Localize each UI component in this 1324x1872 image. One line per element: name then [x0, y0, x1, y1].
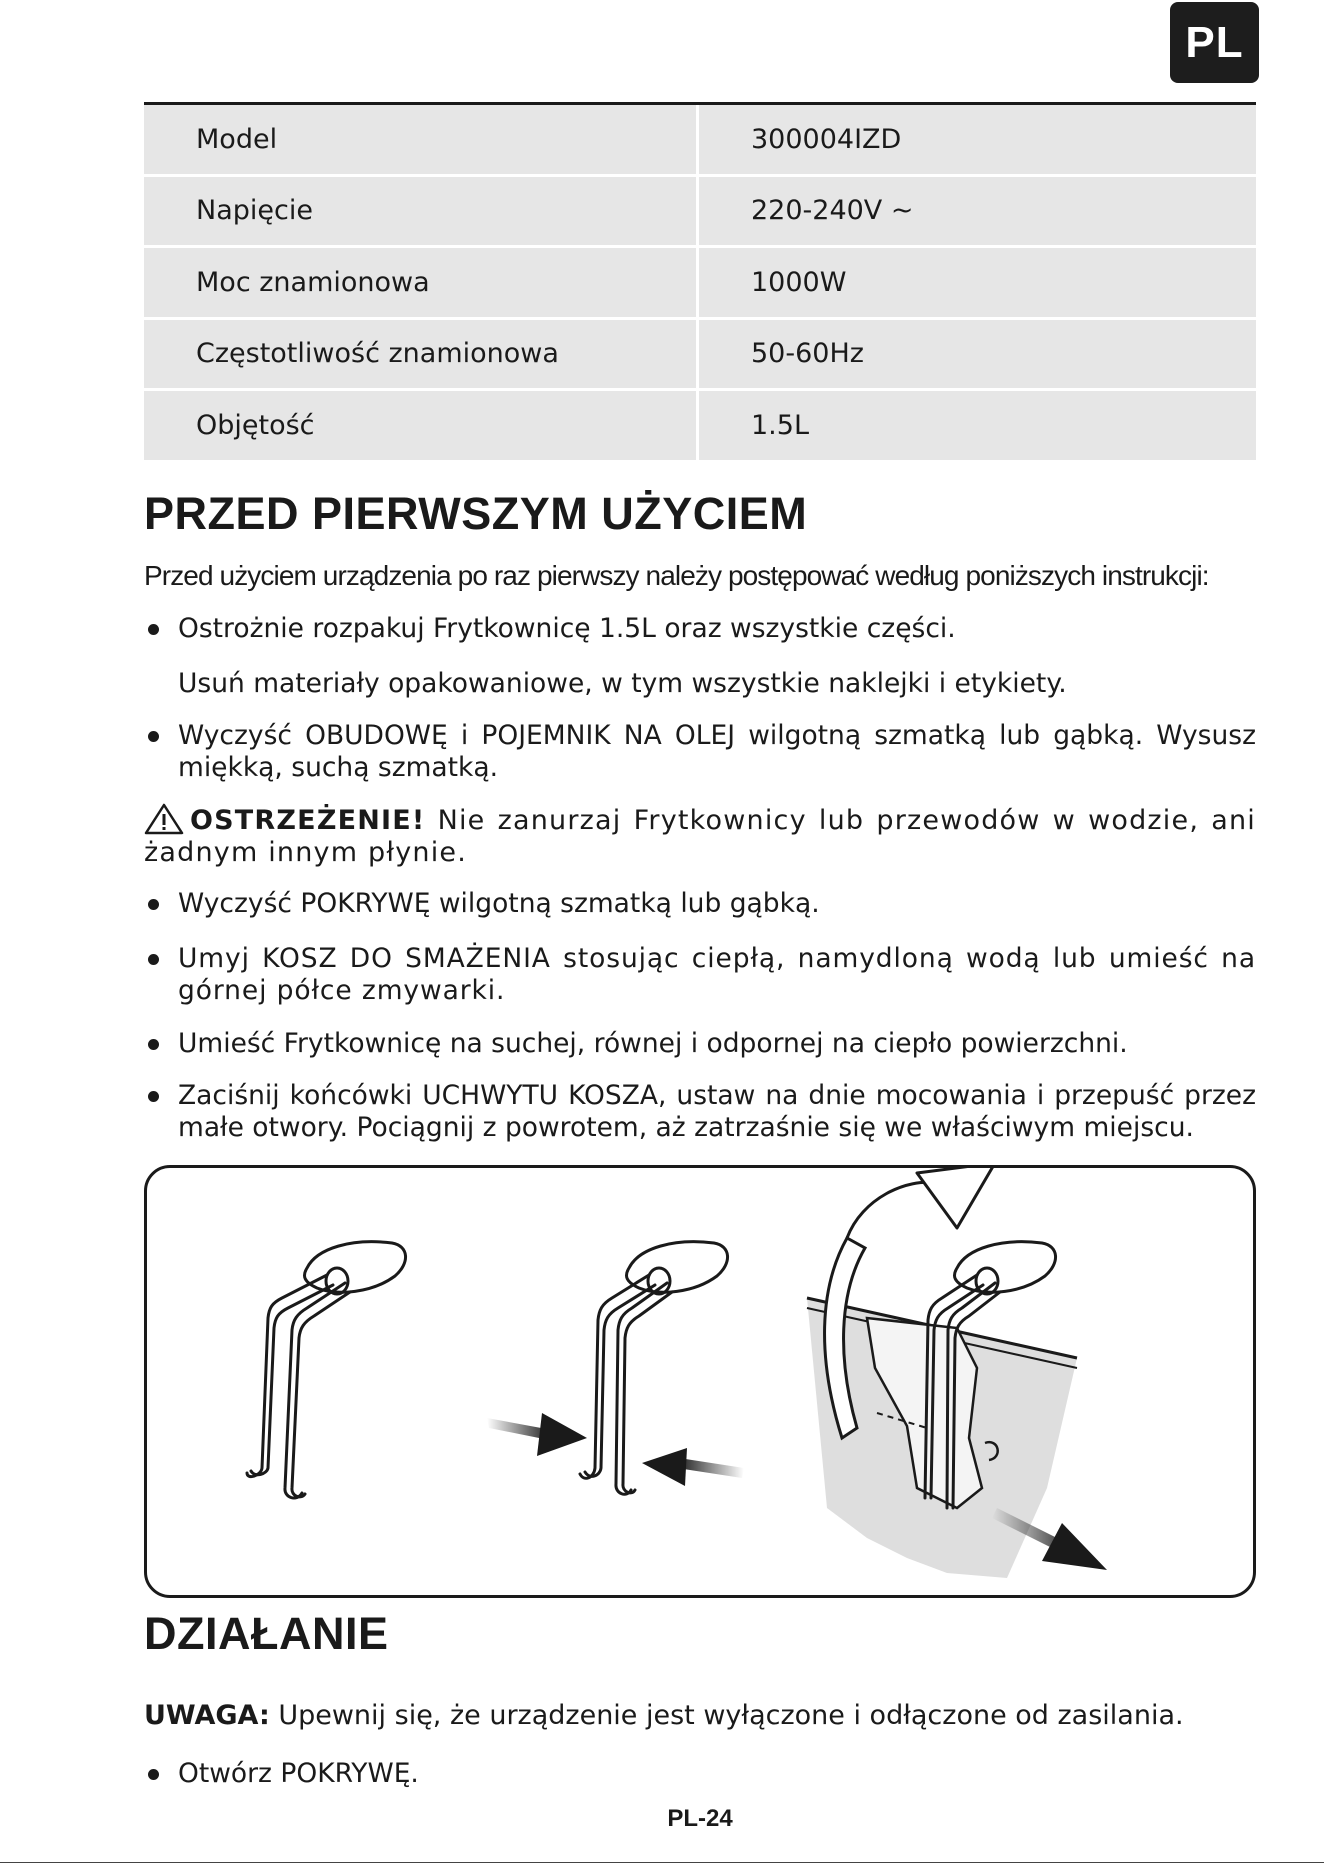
bullet-dot-icon	[148, 1769, 159, 1780]
footer-divider	[0, 1862, 1324, 1863]
note-label: UWAGA:	[144, 1700, 270, 1731]
spec-row-capacity	[144, 391, 1256, 463]
spec-row-power	[144, 248, 1256, 320]
intro-text: Przed użyciem urządzenia po raz pierwszy należy postępować według poniższych instrukcji:	[144, 560, 1209, 591]
warning-label: OSTRZEŻENIE!	[190, 805, 426, 836]
spec-key: Moc znamionowa	[144, 248, 699, 317]
spec-key: Częstotliwość znamionowa	[144, 320, 699, 389]
basket-handle-illustration	[144, 1165, 1256, 1598]
section-title-before-first-use: PRZED PIERWSZYM UŻYCIEM	[144, 488, 808, 539]
spec-value: 300004IZD	[751, 123, 902, 155]
page-number: PL-24	[667, 1805, 733, 1832]
spec-row-model	[144, 105, 1256, 177]
spec-row-voltage	[144, 177, 1256, 249]
bullet-dot-icon	[148, 954, 159, 965]
handle-step-3	[807, 1168, 1077, 1578]
note	[144, 1700, 1184, 1731]
warning-note	[144, 803, 1256, 869]
language-badge: PL	[1170, 2, 1259, 83]
list-item	[144, 1758, 1256, 1790]
spec-key: Objętość	[144, 391, 699, 460]
squeeze-arrow-right-icon	[642, 1448, 744, 1486]
bullet-dot-icon	[148, 1039, 159, 1050]
list-item	[144, 720, 1256, 784]
list-item-subtext: Usuń materiały opakowaniowe, w tym wszystkie naklejki i etykiety.	[178, 668, 1067, 699]
spec-value: 1.5L	[751, 409, 809, 441]
handle-step-1	[247, 1242, 406, 1498]
spec-value: 220-240V ~	[751, 195, 914, 227]
list-item-text: Ostrożnie rozpakuj Frytkownicę 1.5L oraz wszystkie części.	[178, 613, 956, 644]
spec-row-frequency	[144, 320, 1256, 392]
bullet-dot-icon	[148, 624, 159, 635]
spec-key: Napięcie	[144, 177, 699, 246]
list-item	[144, 888, 1256, 920]
bullet-dot-icon	[148, 899, 159, 910]
basket-handle-diagram	[147, 1168, 1253, 1595]
list-item-text: Zaciśnij końcówki UCHWYTU KOSZA, ustaw na dnie mocowania i przepuść przez małe otwory. Pociągnij z powrotem, aż zatrzaśnie się we właściwym miejscu.	[178, 1080, 1256, 1143]
spec-key: Model	[144, 105, 699, 174]
section-title-operation: DZIAŁANIE	[144, 1608, 389, 1659]
warning-triangle-icon	[144, 803, 184, 835]
list-item-text: Wyczyść OBUDOWĘ i POJEMNIK NA OLEJ wilgotną szmatką lub gąbką. Wysusz miękką, suchą szmatką.	[178, 720, 1256, 783]
pull-arrow-icon	[917, 1168, 995, 1228]
bullet-dot-icon	[148, 1091, 159, 1102]
warning-text: Nie zanurzaj Frytkownicy lub przewodów w wodzie, ani żadnym innym płynie.	[144, 805, 1256, 868]
list-item	[144, 613, 1256, 645]
handle-step-2	[580, 1242, 728, 1495]
list-item-text: Otwórz POKRYWĘ.	[178, 1758, 419, 1789]
list-item-text: Wyczyść POKRYWĘ wilgotną szmatką lub gąbką.	[178, 888, 820, 919]
list-item-text: Umieść Frytkownicę na suchej, równej i odpornej na ciepło powierzchni.	[178, 1028, 1128, 1059]
bullet-dot-icon	[148, 731, 159, 742]
note-text: Upewnij się, że urządzenie jest wyłączone i odłączone od zasilania.	[269, 1700, 1184, 1731]
spec-value: 50-60Hz	[751, 338, 864, 370]
squeeze-arrow-left-icon	[487, 1413, 587, 1456]
list-item	[144, 1080, 1256, 1144]
spec-value: 1000W	[751, 266, 847, 298]
list-item-text: Umyj KOSZ DO SMAŻENIA stosując ciepłą, namydloną wodą lub umieść na górnej półce zmywarki.	[178, 943, 1256, 1006]
list-item	[144, 943, 1256, 1007]
spec-table	[144, 102, 1256, 463]
list-item	[144, 1028, 1256, 1060]
